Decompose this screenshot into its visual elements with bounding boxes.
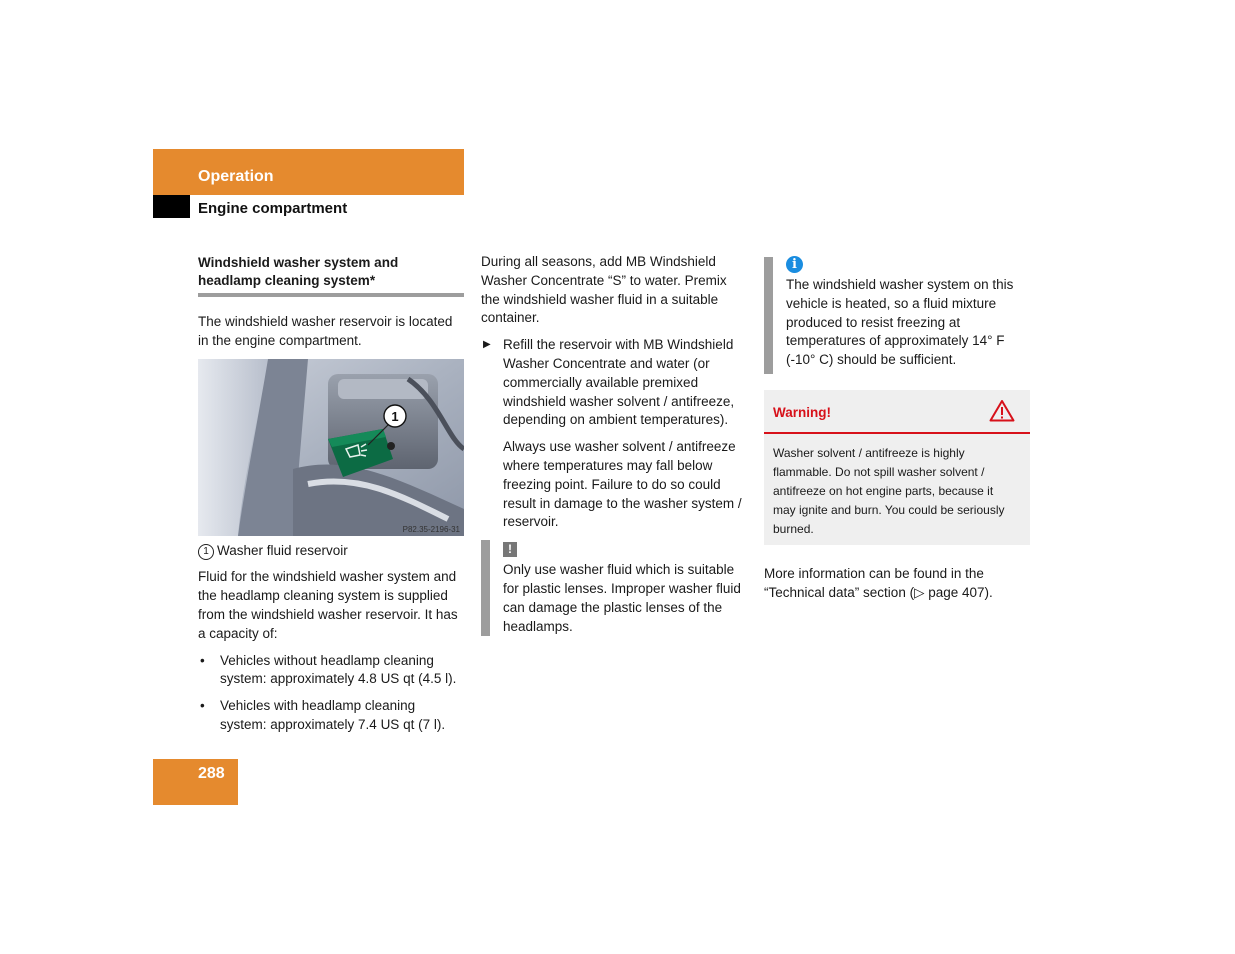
info-text: The windshield washer system on this vehicle is heated, so a fluid mixture produced to resist freezing at temperatures of approximately 14° F (-10° C) should be sufficient.: [786, 277, 1014, 368]
intro-paragraph: During all seasons, add MB Windshield Washer Concentrate “S” to water. Premix the windshield washer fluid in a suitable container.: [481, 254, 727, 326]
column-right: [764, 255, 1030, 611]
note-bar: [481, 540, 490, 636]
info-icon: i: [786, 256, 803, 273]
image-callout-number: 1: [391, 408, 399, 424]
step-text: Refill the reservoir with MB Windshield Washer Concentrate and water (or commercially available premixed windshield washer solvent / antifreeze, depending on ambient temperatures).: [503, 337, 735, 428]
step-note: Always use washer solvent / antifreeze where temperatures may fall below freezing point. Failure to do so could result in damage to the washer system / reservoir.: [503, 439, 742, 530]
instruction-step: [481, 336, 749, 430]
more-info-paragraph: More information can be found in the “Technical data” section (▷ page 407).: [764, 565, 993, 600]
list-item: [198, 652, 464, 690]
callout-number-icon: 1: [198, 544, 214, 560]
step-arrow-icon: ▶: [483, 339, 491, 351]
bullet-icon: •: [200, 652, 205, 668]
image-code: P82.35-2196-31: [402, 524, 460, 534]
exclamation-icon: !: [503, 542, 517, 557]
warning-label: Warning!: [773, 404, 831, 420]
bullet-icon: •: [200, 698, 205, 714]
info-note: [764, 255, 1030, 370]
column-middle: [481, 253, 749, 636]
section-title: Operation: [198, 168, 274, 185]
caution-text: Only use washer fluid which is suitable for plastic lenses. Improper washer fluid can damage the plastic lenses of the headlamps.: [503, 562, 741, 634]
list-item-text: Vehicles with headlamp cleaning system: approximately 7.4 US qt (7 l).: [220, 698, 446, 732]
section-tab-marker: [153, 195, 190, 218]
washer-reservoir-photo: [198, 359, 464, 536]
warning-triangle-icon: [989, 399, 1015, 428]
intro-paragraph: The windshield washer reservoir is located in the engine compartment.: [198, 314, 453, 348]
list-item: [198, 697, 464, 735]
caution-note: [481, 540, 749, 636]
section-heading: Windshield washer system and headlamp cleaning system*: [198, 254, 464, 297]
capacity-list: [198, 652, 464, 735]
photo-caption: [198, 542, 464, 561]
warning-header: [764, 390, 1030, 434]
warning-text: Washer solvent / antifreeze is highly flammable. Do not spill washer solvent / antifreeze on hot engine parts, because it may ignite and burn. You could be seriously burned.: [773, 445, 1005, 536]
capacity-paragraph: Fluid for the windshield washer system and the headlamp cleaning system is supplied from the windshield washer reservoir. It has a capacity of:: [198, 569, 458, 641]
subsection-title: Engine compartment: [198, 200, 348, 217]
caption-text: Washer fluid reservoir: [217, 542, 348, 558]
list-item-text: Vehicles without headlamp cleaning system: approximately 4.8 US qt (4.5 l).: [220, 652, 457, 687]
page-number: 288: [198, 765, 225, 782]
note-bar: [764, 257, 773, 374]
warning-box: [764, 390, 1030, 545]
column-left: [198, 254, 464, 743]
page-number-box: [153, 759, 238, 805]
